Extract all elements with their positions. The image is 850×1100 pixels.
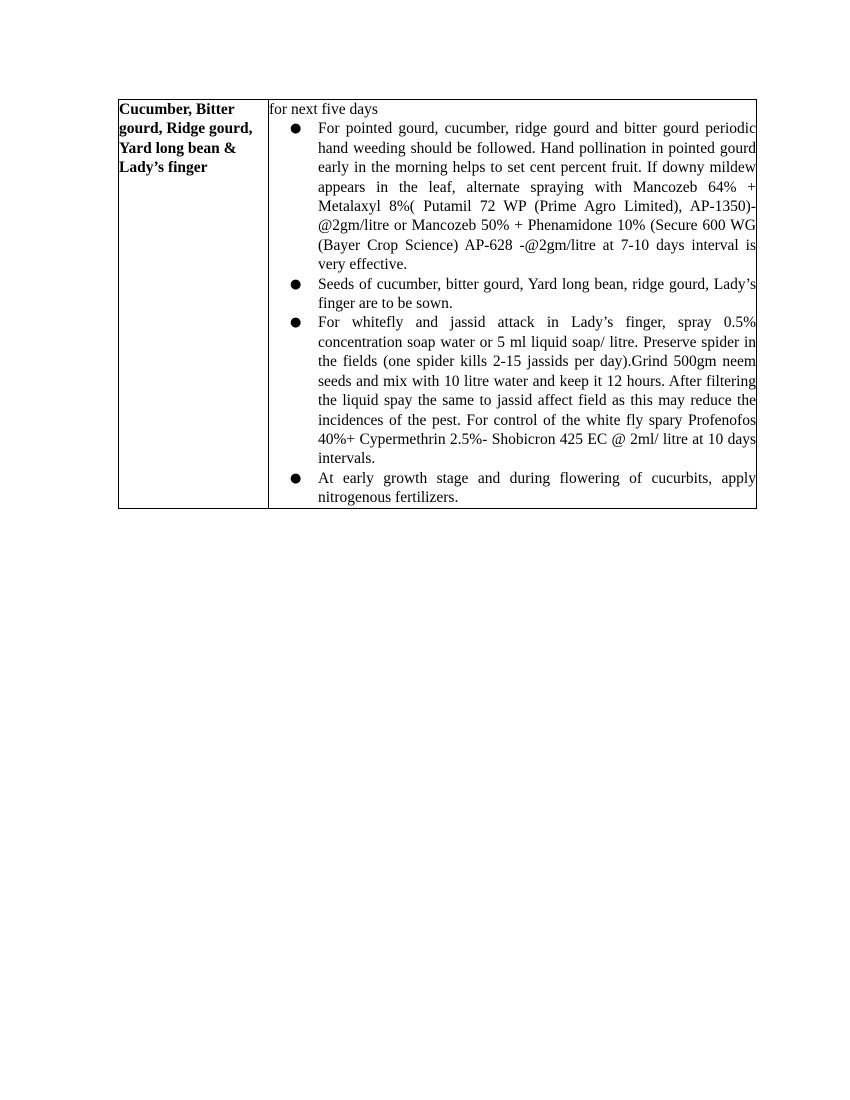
advice-cell: [269, 100, 757, 509]
list-item-text: Seeds of cucumber, bitter gourd, Yard long bean, ridge gourd, Lady’s finger are to be sown.: [318, 275, 756, 313]
list-item-text: For whitefly and jassid attack in Lady’s finger, spray 0.5% concentration soap water or 5 ml liquid soap/ litre. Preserve spider in the fields (one spider kills 2-15 jassids per day).Grind 500gm neem seeds and mix with 10 litre water and keep it 12 hours. After filtering the liquid spay the same to jassid affect field as this may reduce the incidences of the pest. For control of the white fly spary Profenofos 40%+ Cypermethrin 2.5%- Shobicron 425 EC @ 2ml/ litre at 10 days intervals.: [318, 314, 756, 468]
crop-name-cell: Cucumber, Bitter gourd, Ridge gourd, Yard long bean & Lady’s finger: [119, 100, 269, 509]
list-item: [269, 119, 756, 274]
list-item: [269, 313, 756, 468]
table-row: [119, 100, 757, 509]
list-item-text: At early growth stage and during flowering of cucurbits, apply nitrogenous fertilizers.: [318, 469, 756, 507]
bullet-icon: ●: [290, 315, 302, 331]
list-item-text: For pointed gourd, cucumber, ridge gourd and bitter gourd periodic hand weeding should be followed. Hand pollination in pointed gourd early in the morning helps to set cent percent fruit. If downy mildew appears in the leaf, alternate spraying with Mancozeb 64% + Metalaxyl 8%( Putamil 72 WP (Prime Agro Limited), AP-1350)-@2gm/litre or Mancozeb 50% + Phenamidone 10% (Secure 600 WG (Bayer Crop Science) AP-628 -@2gm/litre at 7-10 days interval is very effective.: [318, 120, 756, 274]
list-item: [269, 275, 756, 314]
advice-list: [269, 119, 756, 507]
bullet-icon: ●: [290, 121, 302, 137]
lead-text: for next five days: [269, 101, 378, 118]
bullet-icon: ●: [290, 470, 302, 486]
bullet-icon: ●: [290, 276, 302, 292]
list-item: [269, 469, 756, 508]
advisory-table: [118, 99, 757, 509]
